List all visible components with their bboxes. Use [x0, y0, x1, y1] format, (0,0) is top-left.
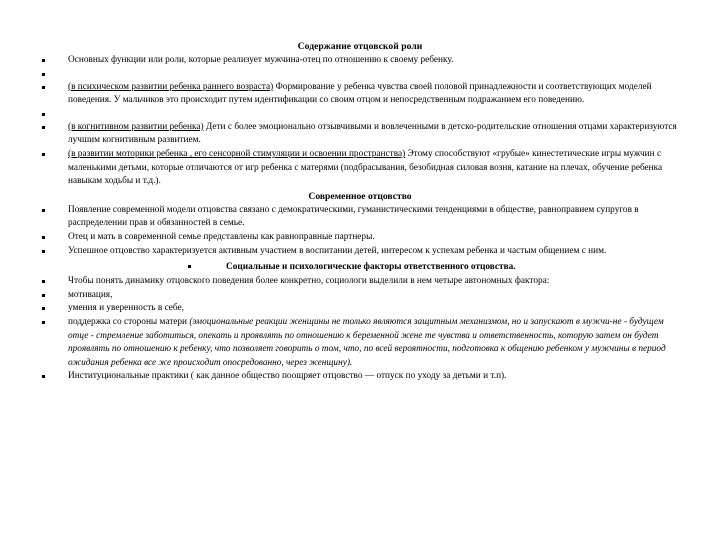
list-item-text: Успешное отцовство характеризуется активным участием в воспитании детей, интересом к успехам ребенка и частым общением с ним.: [68, 245, 607, 256]
list-item-text: [68, 316, 680, 370]
list-item-text: [68, 148, 680, 189]
section-heading-sovremennoe-otcovstvo: Современное отцовство: [308, 190, 412, 202]
list-item: [40, 231, 680, 245]
list-item: [40, 275, 680, 289]
bullet-square-icon: [188, 265, 191, 268]
list-item-text: Отец и мать в современной семье представлены как равноправные партнеры.: [68, 231, 375, 242]
list-item: [40, 54, 680, 68]
list-item-underlined-lead: (в когнитивном развитии ребенка): [68, 121, 204, 132]
list-item: [40, 81, 680, 108]
bullet-square-icon: [42, 86, 45, 89]
list-item: [40, 121, 680, 148]
list-item-empty: [40, 68, 680, 81]
list-item-empty: [40, 108, 680, 121]
list-item: [40, 316, 680, 370]
list-item-text: мотивация,: [68, 289, 113, 300]
list-item: [40, 148, 680, 189]
bullet-square-icon: [42, 375, 45, 378]
bullet-square-icon: [42, 307, 45, 310]
list-item: [40, 204, 680, 231]
bullet-square-icon: [42, 59, 45, 62]
list-item-body: поддержка со стороны матери: [68, 316, 190, 327]
list-item-body: Формирование у ребенка чувства своей половой принадлежности и соответствующих моделей поведения. У мальчиков это происходит путем идентификации со своим отцом и непосредственным подражанием его поведению.: [68, 81, 652, 106]
list-item-underlined-lead: (в психическом развитии ребенка раннего возраста): [68, 81, 274, 92]
list-item: [40, 289, 680, 303]
content-list-soderzhanie: [40, 54, 680, 189]
content-list-faktory: [40, 275, 680, 384]
content-list-sovremennoe-otcovstvo: [40, 204, 680, 258]
list-item-body: Этому способствуют «грубые» кинестетические игры мужчин с маленькими детьми, которые отличаются от игр ребенка с матерями (подбрасывания, безобидная силовая возня, катание на плечах, обучение ребенка навыкам ходьбы и т.д.).: [68, 148, 663, 187]
section-heading-faktory: [40, 260, 680, 274]
list-item-underlined-lead: (в развитии моторики ребенка , его сенсорной стимуляции и освоении пространства): [68, 148, 406, 159]
bullet-square-icon: [42, 321, 45, 324]
bullet-square-icon: [42, 73, 45, 76]
list-item-text: [68, 81, 680, 108]
list-item-text: Институциональные практики ( как данное общество поощряет отцовство — отпуск по уходу за детьми и т.п).: [68, 371, 507, 382]
list-item: [40, 370, 680, 384]
list-item-body: Дети с более эмоционально отзывчивыми и вовлеченными в детско-родительские отношения отцами характеризуются лучшим когнитивным развитием.: [68, 121, 677, 146]
bullet-square-icon: [42, 294, 45, 297]
list-item-text: Основных функции или роли, которые реализует мужчина-отец по отношению к своему ребенку.: [68, 55, 454, 65]
bullet-square-icon: [42, 236, 45, 239]
bullet-square-icon: [42, 126, 45, 129]
list-item-italic-note: (эмоциональные реакции женщины не только являются защитным механизмом, но и запускают в мужчи-не - будущем отце - стремление заботиться, опекать и проявлять по отношению к беременной жене те чувства и ответственность, которую затем он будет проявлять по отношению к ребенку, что позволяет говорить о том, что, по всей вероятности, подготовка к общению ребенком у мужчины в период ожидания ребенка все же происходит опосредованно, через женщину).: [68, 316, 666, 368]
section-heading-faktory-text: Социальные и психологические факторы ответственного отцовства.: [226, 262, 516, 273]
bullet-square-icon: [42, 153, 45, 156]
list-item-text: Появление современной модели отцовства связано с демократическими, гуманистическими тенденциями в обществе, равноправием супругов в распределении прав и обязанностей в семье.: [68, 204, 639, 229]
list-item-text: Чтобы понять динамику отцовского поведения более конкретно, социологи выделили в нем четыре автономных фактора:: [68, 276, 550, 287]
bullet-square-icon: [42, 250, 45, 253]
bullet-square-icon: [42, 113, 45, 116]
list-item-text: [68, 121, 680, 148]
bullet-square-icon: [42, 209, 45, 212]
bullet-square-icon: [42, 280, 45, 283]
list-item: [40, 245, 680, 259]
list-item: [40, 302, 680, 316]
page-title: Содержание отцовской роли: [297, 41, 423, 52]
list-item-text: умения и уверенность в себе,: [68, 303, 184, 314]
